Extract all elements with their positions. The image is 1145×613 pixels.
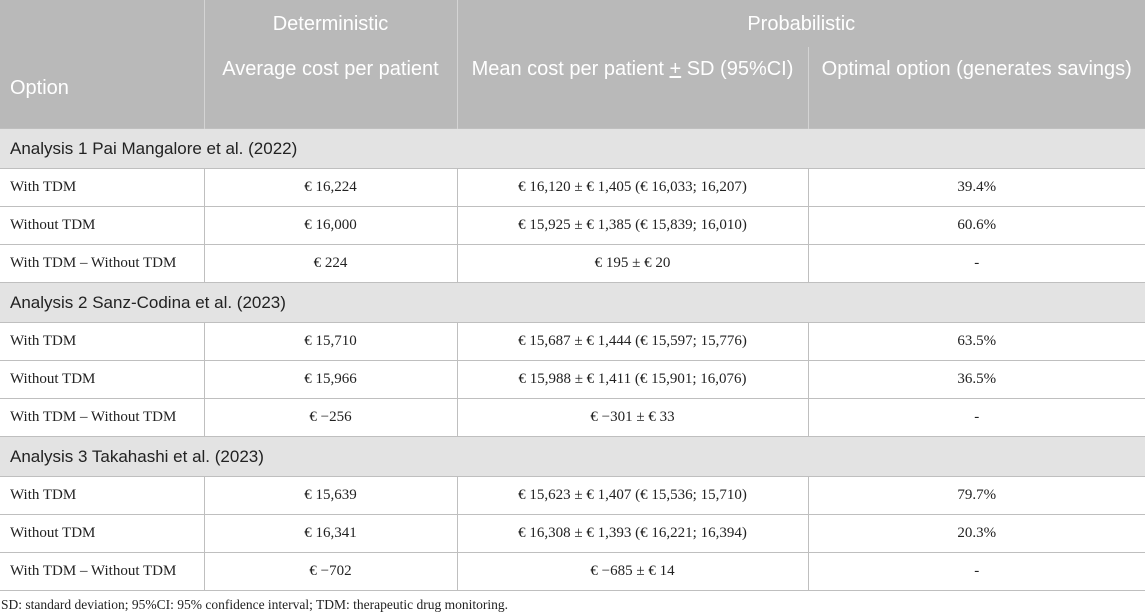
header-group-probabilistic: Probabilistic <box>457 0 1145 47</box>
cell-optimal: - <box>808 553 1145 591</box>
cell-average-cost: € 16,341 <box>204 515 457 553</box>
header-option: Option <box>0 47 204 129</box>
cell-mean-cost: € −685 ± € 14 <box>457 553 808 591</box>
cell-mean-cost: € 195 ± € 20 <box>457 245 808 283</box>
header-mean-cost-prefix: Mean cost per patient <box>471 58 670 80</box>
header-mean-cost-pm: + <box>669 58 682 80</box>
header-blank <box>0 0 204 47</box>
cell-average-cost: € 15,710 <box>204 323 457 361</box>
cell-average-cost: € −256 <box>204 399 457 437</box>
cell-option: With TDM – Without TDM <box>0 245 204 283</box>
cell-optimal: 36.5% <box>808 361 1145 399</box>
cell-mean-cost: € 16,120 ± € 1,405 (€ 16,033; 16,207) <box>457 169 808 207</box>
cell-optimal: 63.5% <box>808 323 1145 361</box>
cell-option: With TDM <box>0 323 204 361</box>
section-title: Analysis 3 Takahashi et al. (2023) <box>0 437 1145 477</box>
cell-mean-cost: € 15,687 ± € 1,444 (€ 15,597; 15,776) <box>457 323 808 361</box>
table-row <box>0 323 1145 361</box>
header-average-cost: Average cost per patient <box>204 47 457 129</box>
cell-option: With TDM <box>0 477 204 515</box>
cell-optimal: 39.4% <box>808 169 1145 207</box>
cell-average-cost: € −702 <box>204 553 457 591</box>
table-footnote: SD: standard deviation; 95%CI: 95% confidence interval; TDM: therapeutic drug monitoring. <box>1 597 509 612</box>
table-row <box>0 399 1145 437</box>
cell-mean-cost: € 16,308 ± € 1,393 (€ 16,221; 16,394) <box>457 515 808 553</box>
cell-average-cost: € 15,639 <box>204 477 457 515</box>
table-row <box>0 477 1145 515</box>
cell-option: With TDM – Without TDM <box>0 553 204 591</box>
cell-option: With TDM <box>0 169 204 207</box>
cell-option: Without TDM <box>0 361 204 399</box>
cell-option: With TDM – Without TDM <box>0 399 204 437</box>
cell-average-cost: € 224 <box>204 245 457 283</box>
header-mean-cost-suffix: SD (95%CI) <box>681 58 794 80</box>
cell-mean-cost: € 15,925 ± € 1,385 (€ 15,839; 16,010) <box>457 207 808 245</box>
section-title: Analysis 2 Sanz-Codina et al. (2023) <box>0 283 1145 323</box>
table-row <box>0 245 1145 283</box>
header-group-deterministic: Deterministic <box>204 0 457 47</box>
cell-optimal: 20.3% <box>808 515 1145 553</box>
cell-option: Without TDM <box>0 207 204 245</box>
cell-optimal: - <box>808 399 1145 437</box>
cell-optimal: 79.7% <box>808 477 1145 515</box>
cell-average-cost: € 15,966 <box>204 361 457 399</box>
header-optimal-option: Optimal option (generates savings) <box>808 47 1145 129</box>
cell-average-cost: € 16,000 <box>204 207 457 245</box>
cell-mean-cost: € −301 ± € 33 <box>457 399 808 437</box>
section-title: Analysis 1 Pai Mangalore et al. (2022) <box>0 129 1145 169</box>
table-row <box>0 169 1145 207</box>
table-row <box>0 515 1145 553</box>
header-mean-cost <box>457 47 808 129</box>
table-row <box>0 207 1145 245</box>
cell-optimal: 60.6% <box>808 207 1145 245</box>
cell-optimal: - <box>808 245 1145 283</box>
cell-mean-cost: € 15,988 ± € 1,411 (€ 15,901; 16,076) <box>457 361 808 399</box>
cell-average-cost: € 16,224 <box>204 169 457 207</box>
table-row <box>0 361 1145 399</box>
cell-option: Without TDM <box>0 515 204 553</box>
cell-mean-cost: € 15,623 ± € 1,407 (€ 15,536; 15,710) <box>457 477 808 515</box>
table-row <box>0 553 1145 591</box>
